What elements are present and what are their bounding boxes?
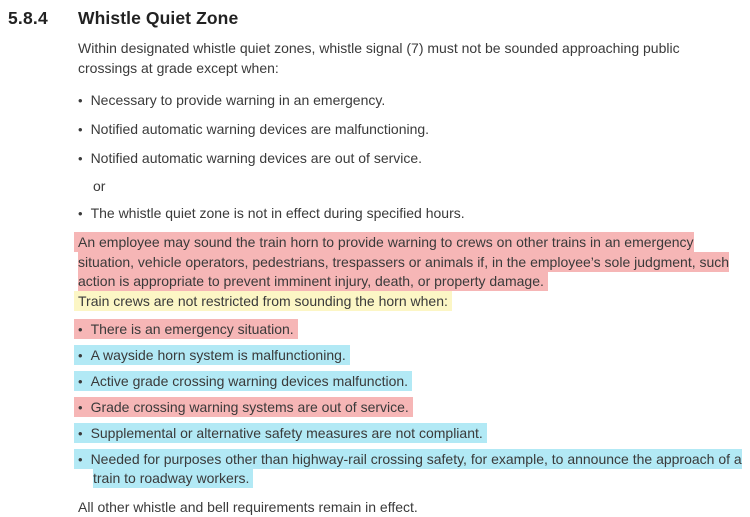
employee-horn-paragraph (78, 233, 742, 292)
train-crews-line (78, 292, 742, 312)
intro-paragraph: Within designated whistle quiet zones, whistle signal (7) must not be sounded approaching public crossings at grade except when: (78, 40, 680, 76)
list-item-text: Notified automatic warning devices are malfunctioning. (90, 121, 430, 137)
list-item-text: Active grade crossing warning devices malfunction. (90, 373, 409, 389)
bullet-icon: • (78, 322, 83, 337)
list-item-text: There is an emergency situation. (90, 321, 294, 337)
bullet-icon: • (78, 151, 83, 166)
highlighted-bullet-text (74, 449, 742, 488)
list-item-text: Needed for purposes other than highway-rail crossing safety, for example, to announce the approach of a train to roadway workers. (90, 451, 742, 486)
list-item (78, 204, 742, 223)
list-item (78, 91, 742, 110)
highlighted-bullet-text (74, 371, 412, 391)
list-item (78, 120, 742, 139)
pink-highlighted-text: An employee may sound the train horn to provide warning to crews on other trains in an emergency situation, vehicle operators, pedestrians, trespassers or animals if, in the employee’s sole judgment, such action is appropriate to prevent imminent injury, death, or property damage. (74, 232, 729, 291)
yellow-highlighted-text: Train crews are not restricted from sounding the horn when: (74, 291, 452, 311)
bullet-icon: • (78, 93, 83, 108)
highlighted-bullet-text (74, 397, 413, 417)
list-item (78, 346, 742, 365)
highlighted-bullet-text (74, 423, 487, 443)
list-item-text: A wayside horn system is malfunctioning. (90, 347, 346, 363)
list-item (78, 320, 742, 339)
list-item-text: Necessary to provide warning in an emergency. (90, 92, 386, 108)
list-item (78, 398, 742, 417)
bullet-icon: • (78, 452, 83, 467)
bullet-icon: • (78, 348, 83, 363)
list-item-text: Grade crossing warning systems are out of service. (90, 399, 409, 415)
highlighted-bullet-text (74, 345, 350, 365)
list-item (78, 372, 742, 391)
or-connector: or (93, 178, 106, 194)
bullet-icon: • (78, 426, 83, 441)
bullet-icon: • (78, 374, 83, 389)
section-title: Whistle Quiet Zone (78, 8, 239, 28)
bullet-icon: • (78, 400, 83, 415)
closing-paragraph: All other whistle and bell requirements remain in effect. (78, 499, 418, 515)
list-item-text: The whistle quiet zone is not in effect during specified hours. (90, 205, 465, 221)
list-item (78, 149, 742, 168)
horn-conditions-list (78, 320, 742, 488)
list-item (78, 450, 742, 488)
section-number: 5.8.4 (8, 8, 48, 28)
list-item (78, 424, 742, 443)
section-heading (8, 8, 742, 29)
section-body (78, 39, 742, 517)
exception-list (78, 91, 742, 223)
list-item-text: Supplemental or alternative safety measures are not compliant. (90, 425, 483, 441)
list-item-text: Notified automatic warning devices are out of service. (90, 150, 423, 166)
highlighted-bullet-text (74, 319, 298, 339)
bullet-icon: • (78, 122, 83, 137)
bullet-icon: • (78, 206, 83, 221)
